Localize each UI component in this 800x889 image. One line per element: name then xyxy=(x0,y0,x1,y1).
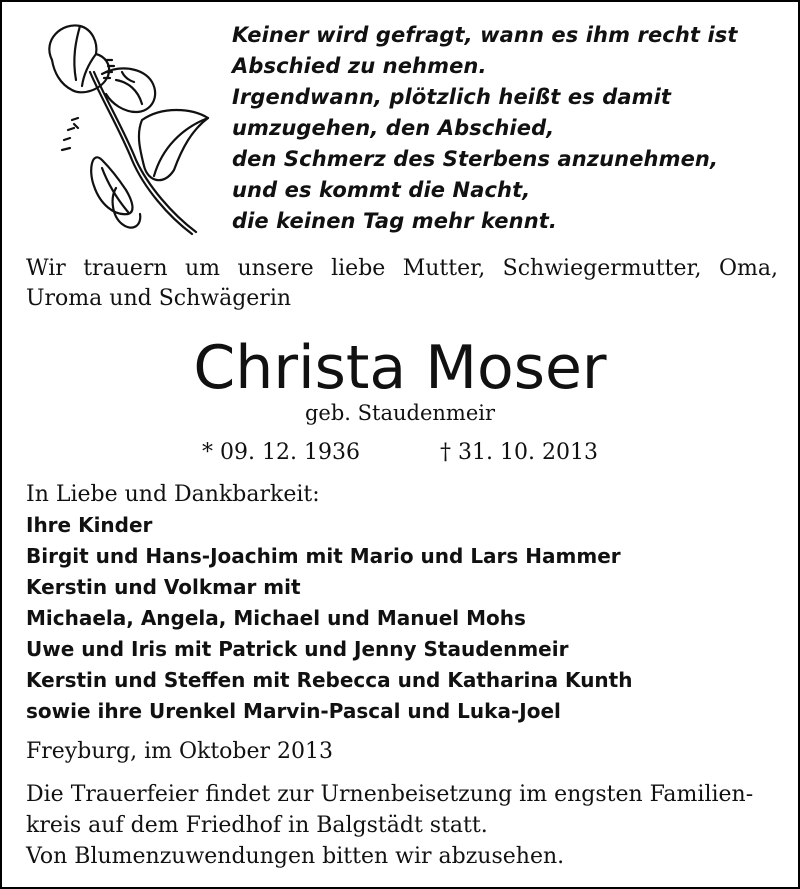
family-list xyxy=(26,510,786,727)
death-date: † 31. 10. 2013 xyxy=(440,440,598,465)
deceased-name: Christa Moser xyxy=(193,333,607,403)
poem-line: den Schmerz des Sterbens anzunehmen, xyxy=(232,147,719,171)
intro-line: Uroma und Schwägerin xyxy=(26,286,292,311)
birth-name: geb. Staudenmeir xyxy=(304,401,496,425)
notice-line: Die Trauerfeier findet zur Urnenbeisetzung im engsten Familien- xyxy=(26,782,754,807)
poem-line: Keiner wird gefragt, wann es ihm recht ist xyxy=(232,23,738,47)
family-line: sowie ihre Urenkel Marvin-Pascal und Luka-Joel xyxy=(26,699,561,723)
poem xyxy=(232,20,792,237)
place-date: Freyburg, im Oktober 2013 xyxy=(26,739,334,764)
funeral-notice xyxy=(26,779,786,872)
family-line: Uwe und Iris mit Patrick und Jenny Staudenmeir xyxy=(26,637,569,661)
poem-line: Abschied zu nehmen. xyxy=(232,54,487,78)
life-dates xyxy=(2,438,798,468)
family-line: Michaela, Angela, Michael und Manuel Mohs xyxy=(26,606,526,630)
poem-line: umzugehen, den Abschied, xyxy=(232,116,555,140)
poem-line: und es kommt die Nacht, xyxy=(232,178,531,202)
mourning-intro xyxy=(26,254,778,314)
poem-line: die keinen Tag mehr kennt. xyxy=(232,209,557,233)
poem-line: Irgendwann, plötzlich heißt es damit xyxy=(232,85,672,109)
family-line: Ihre Kinder xyxy=(26,513,153,537)
intro-line: Wir trauern um unsere liebe Mutter, Schwiegermutter, Oma, xyxy=(26,256,778,281)
notice-line: Von Blumenzuwendungen bitten wir abzusehen. xyxy=(26,844,565,869)
family-line: Kerstin und Steffen mit Rebecca und Katharina Kunth xyxy=(26,668,633,692)
calla-lily-icon xyxy=(32,20,212,245)
gratitude-line: In Liebe und Dankbarkeit: xyxy=(26,482,320,507)
family-line: Kerstin und Volkmar mit xyxy=(26,575,301,599)
family-line: Birgit und Hans-Joachim mit Mario und Lars Hammer xyxy=(26,544,621,568)
birth-date: * 09. 12. 1936 xyxy=(202,440,360,465)
notice-line: kreis auf dem Friedhof in Balgstädt statt. xyxy=(26,813,488,838)
